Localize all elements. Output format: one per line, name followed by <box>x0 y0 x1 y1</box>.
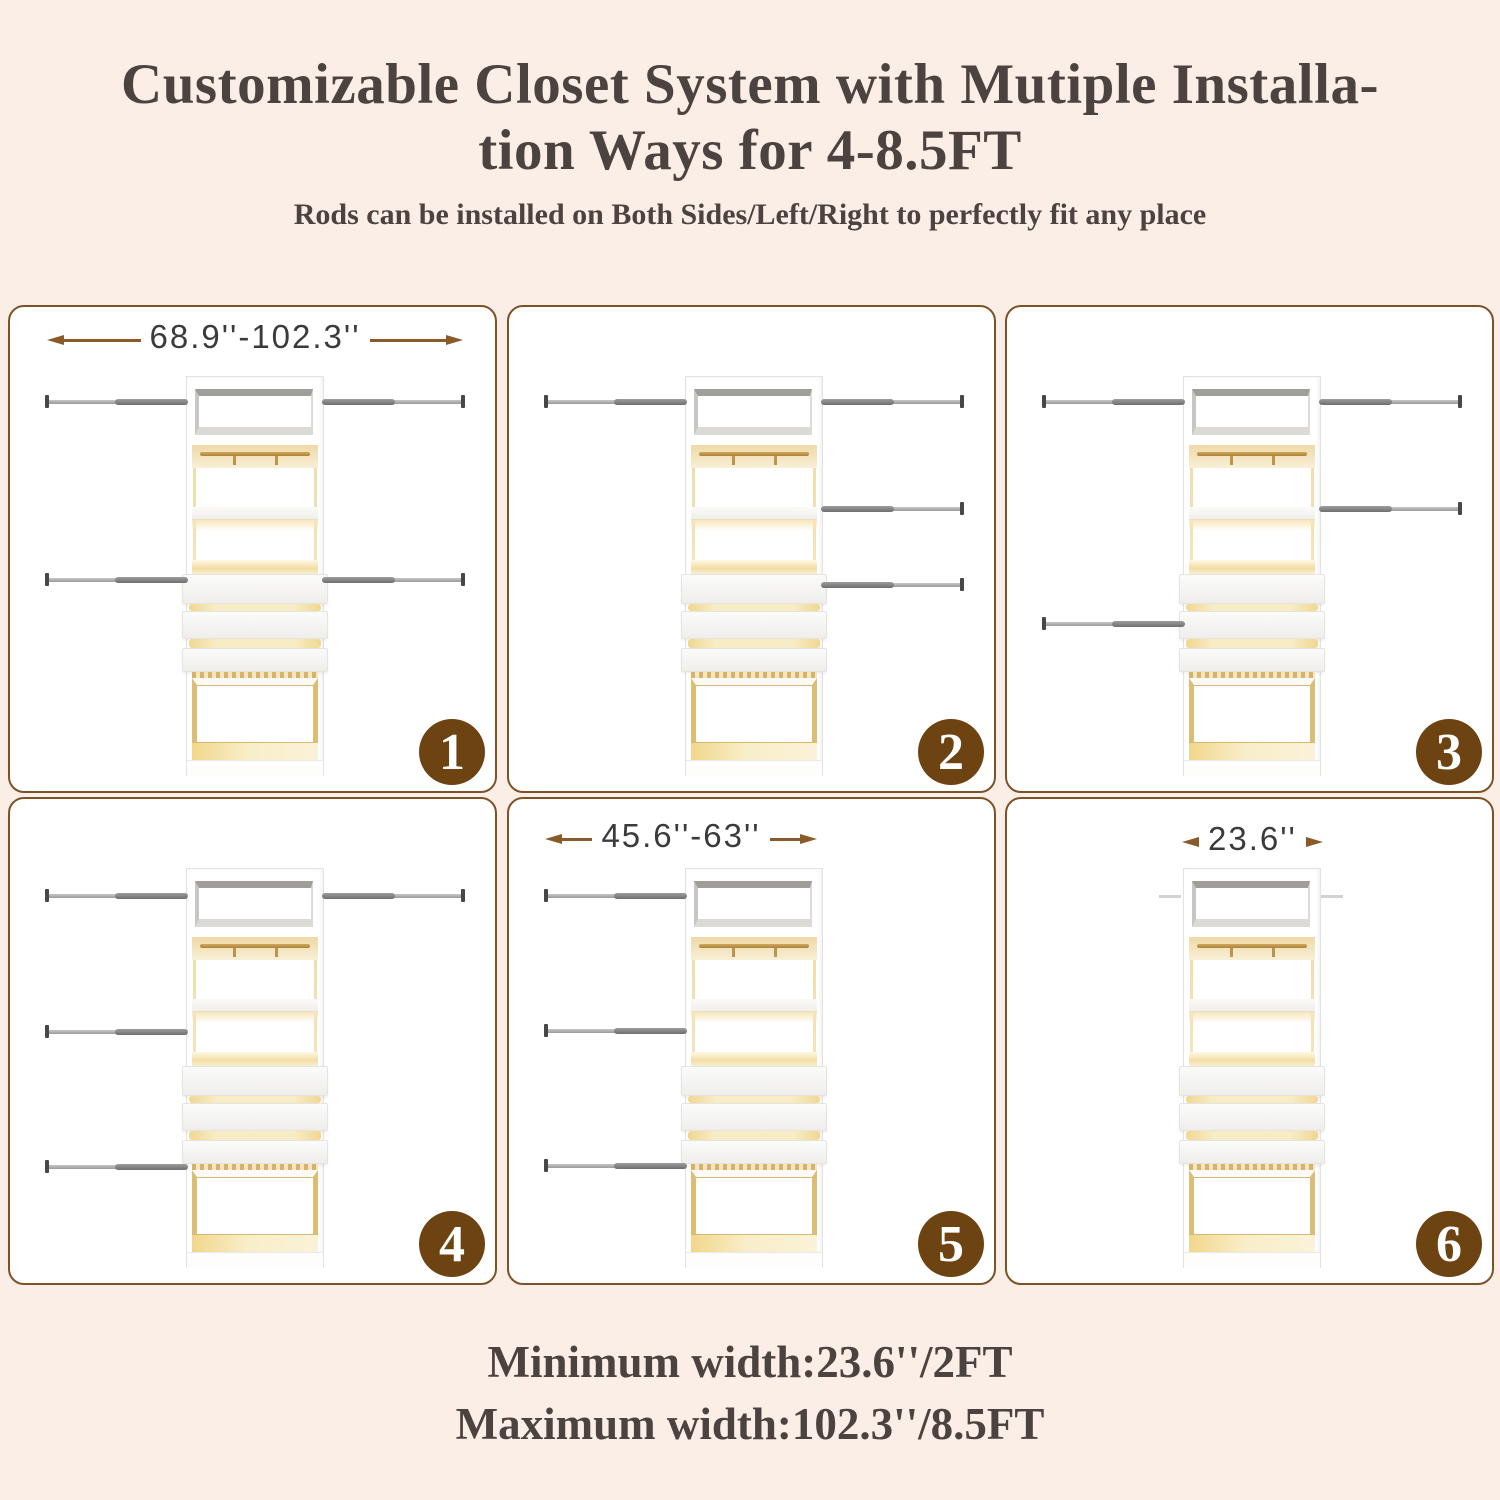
gold-hanging-rod <box>1197 944 1307 948</box>
hanger-hook <box>732 456 735 465</box>
arrow-right-icon <box>1306 837 1323 847</box>
closet-tower <box>1183 868 1321 1268</box>
base-panel <box>686 760 822 776</box>
hanger-hook <box>774 456 777 465</box>
shelf-underglow <box>192 520 318 531</box>
lit-gap <box>189 1096 321 1103</box>
hanger-hook <box>233 948 236 957</box>
top-shelf-cubby <box>694 881 812 927</box>
top-shelf-cubby <box>694 389 812 435</box>
hanging-rod-section <box>192 445 318 468</box>
hanging-rod-section <box>691 445 817 468</box>
gold-hanging-rod <box>699 944 809 948</box>
drawer <box>681 1103 827 1131</box>
hanging-rod-left <box>546 400 686 404</box>
bottom-cubby-light <box>691 1234 817 1253</box>
bottom-cubby-light <box>691 742 817 761</box>
arrow-right-icon <box>800 834 817 844</box>
bottom-cubby-light <box>192 742 318 761</box>
panel-number-badge: 5 <box>918 1211 984 1277</box>
closet-tower <box>685 376 823 776</box>
drawer <box>681 648 827 672</box>
panel-number-badge: 6 <box>1416 1211 1482 1277</box>
hanging-rod-left <box>546 1164 686 1168</box>
hanging-rod-section <box>1189 445 1315 468</box>
hanger-hook <box>275 948 278 957</box>
panel-number-badge: 2 <box>918 719 984 785</box>
hanger-hook <box>774 948 777 957</box>
led-light-strip <box>691 560 817 574</box>
hanging-rod-right <box>822 400 962 404</box>
gold-hanging-rod <box>699 452 809 456</box>
closet-tower <box>685 868 823 1268</box>
drawer <box>681 1066 827 1096</box>
max-width-note: Maximum width:102.3''/8.5FT <box>455 1399 1045 1449</box>
led-light-strip <box>691 1052 817 1066</box>
bottom-cubby-light <box>1189 742 1315 761</box>
dimension-arrow <box>545 817 817 854</box>
hanging-rod-left <box>546 894 686 898</box>
gold-hanging-rod <box>200 452 310 456</box>
lit-gap <box>1186 1096 1318 1103</box>
middle-shelf <box>192 507 318 520</box>
led-light-strip <box>1189 1052 1315 1066</box>
drawer <box>681 574 827 604</box>
lit-gap <box>1186 1131 1318 1140</box>
hanging-rod-left <box>47 578 187 582</box>
hanger-hook <box>275 456 278 465</box>
middle-shelf <box>192 999 318 1012</box>
arrow-line <box>562 838 592 841</box>
drawer <box>182 1140 328 1164</box>
lit-gap <box>688 639 820 648</box>
hanger-hook <box>1272 456 1275 465</box>
hanging-rod-right <box>323 400 463 404</box>
hanging-rod-right <box>822 507 962 511</box>
drawer <box>182 611 328 639</box>
hanging-rod-left <box>47 400 187 404</box>
dimension-label: 45.6''-63'' <box>601 817 761 854</box>
panel-number-badge: 4 <box>419 1211 485 1277</box>
gold-hanging-rod <box>200 944 310 948</box>
arrow-left-icon <box>545 834 562 844</box>
drawer <box>1179 1140 1325 1164</box>
arrow-left-icon <box>47 335 64 345</box>
led-light-strip <box>192 1052 318 1066</box>
drawer <box>182 574 328 604</box>
dimension-label: 23.6'' <box>1208 820 1297 857</box>
subtitle: Rods can be installed on Both Sides/Left/Right to perfectly fit any place <box>293 198 1207 231</box>
lit-gap <box>189 1131 321 1140</box>
drawer <box>1179 574 1325 604</box>
hanging-rod-left <box>546 1029 686 1033</box>
panel-number-badge: 3 <box>1416 719 1482 785</box>
lit-gap <box>189 604 321 611</box>
hanging-rod-right <box>323 894 463 898</box>
lit-gap <box>688 1096 820 1103</box>
panel-4 <box>8 797 497 1285</box>
middle-shelf <box>1189 999 1315 1012</box>
rod-stub-left <box>1159 895 1181 898</box>
hanging-rod-section <box>192 937 318 960</box>
hanging-rod-section <box>1189 937 1315 960</box>
top-shelf-cubby <box>195 389 313 435</box>
lit-gap <box>688 604 820 611</box>
rod-stub-right <box>1321 895 1343 898</box>
drawer <box>182 648 328 672</box>
gold-hanging-rod <box>1197 452 1307 456</box>
hanger-hook <box>732 948 735 957</box>
hanging-rod-section <box>691 937 817 960</box>
dimension-arrow <box>47 318 463 355</box>
led-light-strip <box>192 560 318 574</box>
hanger-hook <box>1230 948 1233 957</box>
closet-tower <box>186 376 324 776</box>
arrow-left-icon <box>1182 837 1199 847</box>
hanging-rod-left <box>47 1030 187 1034</box>
shelf-underglow <box>691 1012 817 1023</box>
panel-1 <box>8 305 497 793</box>
title-line-1: Customizable Closet System with Mutiple Installa- <box>121 53 1379 116</box>
panel-6 <box>1005 797 1494 1285</box>
base-panel <box>686 1252 822 1268</box>
hanging-rod-right <box>1320 400 1460 404</box>
bottom-cubby-light <box>1189 1234 1315 1253</box>
middle-shelf <box>1189 507 1315 520</box>
hanging-rod-left <box>47 894 187 898</box>
arrow-line <box>64 339 141 342</box>
shelf-underglow <box>192 1012 318 1023</box>
hanger-hook <box>1272 948 1275 957</box>
hanging-rod-right <box>1320 507 1460 511</box>
hanging-rod-right <box>323 578 463 582</box>
hanger-hook <box>233 456 236 465</box>
hanging-rod-left <box>1044 622 1184 626</box>
base-panel <box>187 1252 323 1268</box>
dimension-arrow <box>1182 820 1319 857</box>
drawer <box>182 1066 328 1096</box>
title-line-2: tion Ways for 4-8.5FT <box>478 119 1022 183</box>
arrow-line <box>770 838 800 841</box>
base-panel <box>187 760 323 776</box>
drawer <box>681 611 827 639</box>
min-width-note: Minimum width:23.6''/2FT <box>487 1337 1013 1387</box>
lit-gap <box>189 639 321 648</box>
led-light-strip <box>1189 560 1315 574</box>
drawer <box>1179 611 1325 639</box>
drawer <box>1179 648 1325 672</box>
drawer <box>182 1103 328 1131</box>
drawer <box>1179 1103 1325 1131</box>
dimension-label: 68.9''-102.3'' <box>149 318 361 355</box>
drawer <box>681 1140 827 1164</box>
shelf-underglow <box>691 520 817 531</box>
hanging-rod-left <box>1044 400 1184 404</box>
closet-tower <box>1183 376 1321 776</box>
shelf-underglow <box>1189 1012 1315 1023</box>
lit-gap <box>688 1131 820 1140</box>
base-panel <box>1184 760 1320 776</box>
base-panel <box>1184 1252 1320 1268</box>
top-shelf-cubby <box>1192 389 1310 435</box>
top-shelf-cubby <box>195 881 313 927</box>
top-shelf-cubby <box>1192 881 1310 927</box>
panel-number-badge: 1 <box>419 719 485 785</box>
panel-3 <box>1005 305 1494 793</box>
middle-shelf <box>691 507 817 520</box>
hanger-hook <box>1230 456 1233 465</box>
lit-gap <box>1186 639 1318 648</box>
arrow-line <box>370 339 447 342</box>
panel-2 <box>507 305 996 793</box>
hanging-rod-left <box>47 1165 187 1169</box>
arrow-right-icon <box>446 335 463 345</box>
lit-gap <box>1186 604 1318 611</box>
drawer <box>1179 1066 1325 1096</box>
middle-shelf <box>691 999 817 1012</box>
hanging-rod-right <box>822 583 962 587</box>
shelf-underglow <box>1189 520 1315 531</box>
bottom-cubby-light <box>192 1234 318 1253</box>
panel-5 <box>507 797 996 1285</box>
closet-tower <box>186 868 324 1268</box>
